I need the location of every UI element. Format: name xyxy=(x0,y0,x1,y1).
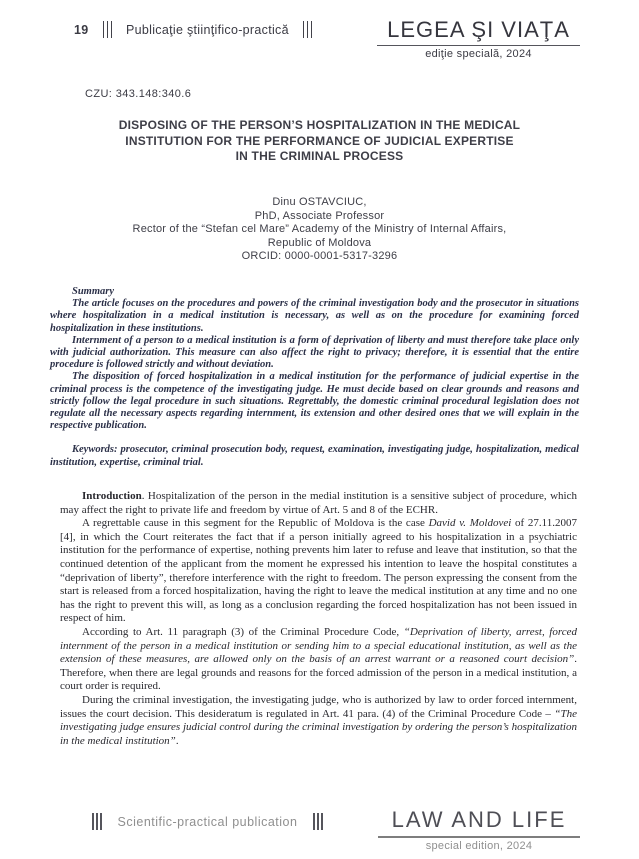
plain-text: . Hospitalization of the person in the medial institution is a sensitive subject of procedure, which may affect the right to private life and freedom by virtue of Art. 5 and 8 of the ECHR. xyxy=(60,490,577,516)
italic-text: David v. Moldovei xyxy=(428,517,512,530)
keywords: Keywords: prosecutor, criminal prosecution body, request, examination, investigating judge, hospitalization, medical institution, expertise, criminal trial. xyxy=(50,444,579,468)
page-number: 19 xyxy=(74,22,89,37)
footer-masthead xyxy=(378,808,580,852)
title-line: IN THE CRIMINAL PROCESS xyxy=(235,149,404,163)
author-line: Rector of the “Stefan cel Mare” Academy of the Ministry of Internal Affairs, xyxy=(132,223,507,236)
body-paragraph xyxy=(60,626,577,694)
triple-bar-icon xyxy=(313,813,323,830)
triple-bar-icon xyxy=(92,813,102,830)
italic-text: “Deprivation of liberty, arrest, forced internment of the person in a medical institution or sending him to a special educational institution, as well as the extension of these measures, are allowed only on the basis of an arrest warrant or a reasoned court decision” xyxy=(60,625,577,666)
summary-paragraph: The article focuses on the procedures and powers of the criminal investigation body and the prosecutor in situations where hospitalization in a medical institution is necessary, as well as on the procedure for examining forced hospitalization in these institutions. xyxy=(50,298,579,334)
journal-edition: ediţie specială, 2024 xyxy=(425,48,532,60)
article-title xyxy=(80,118,559,165)
title-line: INSTITUTION FOR THE PERFORMANCE OF JUDICIAL EXPERTISE xyxy=(125,133,514,148)
journal-masthead xyxy=(377,18,580,60)
triple-bar-icon xyxy=(103,21,113,38)
plain-text: of 27.11.2007 [4], in which the Court reiterates the fact that if a person initially agreed to his hospitalization in a psychiatric institution for the performance of expertise, nothing prevents him later to refuse and leave that institution, so that the continued detention of the applicant from the moment he expressed his intention to leave the hospital constitutes a “deprivation of liberty”, therefore interference with the right to freedom. The person expressing the consent from the start is released from a forced hospitalization, having the right to leave the medical institution at any time and no one has the right to prevent this will, as long as a conclusion regarding the forced hospitalization has not been issued in respect of him. xyxy=(60,517,577,625)
body-paragraph xyxy=(60,694,577,748)
summary-heading: Summary xyxy=(72,286,115,297)
bold-text: Introduction xyxy=(82,490,142,502)
body-paragraph xyxy=(60,490,577,517)
czu-code: CZU: 343.148:340.6 xyxy=(85,88,192,100)
plain-text: A regrettable cause in this segment for the Republic of Moldova is the case xyxy=(82,517,429,530)
article-body xyxy=(60,490,577,748)
body-paragraph xyxy=(60,517,577,626)
italic-text: “The investigating judge ensures judicial control during the criminal investigation by ordering the person’s hospitalization in the medical institution” xyxy=(60,707,577,747)
plain-text: According to Art. 11 paragraph (3) of the Criminal Procedure Code, xyxy=(82,625,404,638)
plain-text: . Therefore, when there are legal grounds and reasons for the forced admission of the person in a medical institution, a court order is required. xyxy=(60,653,577,693)
author-line: PhD, Associate Professor xyxy=(254,209,385,222)
journal-title: LEGEA ŞI VIAŢA xyxy=(377,18,580,46)
summary-paragraph: The disposition of forced hospitalization in a medical institution for the performance of judicial expertise in the criminal process is the competence of the investigating judge. He must decide based on clear grounds and reasons and strictly follow the legal procedure in such situations. Regrettably, the domestic criminal procedural legislation does not regulate all the necessary aspects regarding internment, its extension and other desired ones that we will explain in the respective publication. xyxy=(50,371,579,432)
summary-paragraphs xyxy=(50,298,579,432)
footer-journal-title: LAW AND LIFE xyxy=(378,808,580,838)
page-footer xyxy=(92,813,323,830)
author-block xyxy=(40,196,599,264)
title-line: DISPOSING OF THE PERSON’S HOSPITALIZATION IN THE MEDICAL xyxy=(118,118,521,132)
plain-text: During the criminal investigation, the investigating judge, who is authorized by law to order forced internment, issues the court decision. This desideratum is regulated in Art. 41 para. (4) of the Criminal Procedure Code – xyxy=(60,693,577,720)
author-line: Dinu OSTAVCIUC, xyxy=(272,196,367,208)
page-header xyxy=(74,21,312,38)
summary-paragraph: Internment of a person to a medical institution is a form of deprivation of liberty and must therefore take place only with judicial authorization. This measure can also affect the right to privacy; therefore, it is essential that the entire procedure is followed strictly and without deviation. xyxy=(50,334,579,371)
author-line: Republic of Moldova xyxy=(267,236,372,249)
triple-bar-icon xyxy=(303,21,313,38)
plain-text: . xyxy=(175,734,179,747)
footer-publication-label: Scientific-practical publication xyxy=(117,814,298,829)
publication-label: Publicaţie ştiinţifico-practică xyxy=(126,22,289,37)
author-line: ORCID: 0000-0001-5317-3296 xyxy=(241,250,398,263)
footer-edition: special edition, 2024 xyxy=(425,840,533,852)
summary-section xyxy=(50,286,579,469)
